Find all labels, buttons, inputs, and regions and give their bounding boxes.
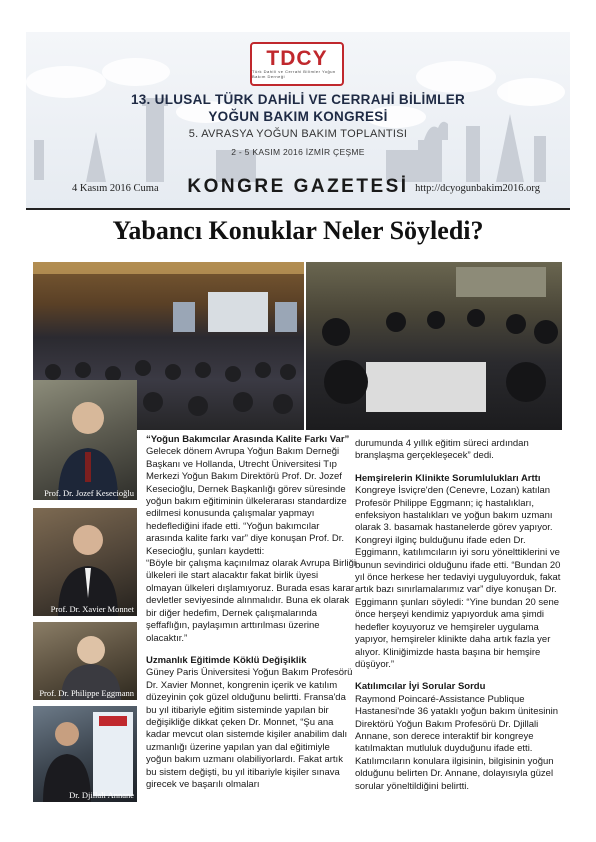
paragraph: Kongreye İsviçre'den (Cenevre, Lozan) katılan Profesör Philippe Eggmann; iç hastalıkları, enfeksiyon hastalıkları ve yoğun bakım uzmanı olarak 3. basamak hastanelerde görev yapıyor. Kongreyi ilginç bulduğunu ifade eden Dr. Eggimann, katılımcıların iyi soru yönelttiklerini ve bunun sevindirici olduğunu ifade etti. “Bundan 20 yıl önce herkese her tedaviyi uyguluyorduk, fakat artık bazı sınırlamalarımız var” diye konuşan Dr. Eggimann şunları söyledi: “Yine bundan 20 sene önce herşeyi kendimiz yapıyorduk ama şimdi hedefler koyuyoruz ve hemşireler uygulama yapıyor, hemşireler klinikte daha artık fazla yer alıyor. Kliniğimizde hasta başına bir hemşire düşüyor.”: [355, 485, 561, 670]
paragraph: Raymond Poincaré-Assistance Publique Hastanesi'nde 36 yataklı yoğun bakım ünitesinin Direktörü Yoğun Bakım Profesörü Dr. Djillali Annane, son derece interaktif bir kongreye katılmaktan mutluluk duyduğunu ifade etti. Katılımcıların konulara ilgisinin, bilgisinin yoğun olduğunu belirten Dr. Annane, dolayısıyla güzel sorular yöneltildiğini belirtti.: [355, 693, 559, 792]
portrait-illustration: [33, 380, 137, 500]
section-heading: Hemşirelerin Klinikte Sorumlulukları Arttı: [355, 472, 541, 484]
header-divider: [26, 208, 570, 210]
audience-photo: [306, 262, 562, 430]
gazette-title: KONGRE GAZETESİ: [187, 176, 409, 197]
congress-subtitle: 5. AVRASYA YOĞUN BAKIM TOPLANTISI: [188, 128, 408, 140]
issue-date: 4 Kasım 2016 Cuma: [72, 183, 159, 194]
masthead: [26, 32, 570, 208]
congress-title-line2: YOĞUN BAKIM KONGRESİ: [208, 109, 388, 124]
portrait-illustration: [33, 508, 137, 616]
photo-caption: Prof. Dr. Xavier Monnet: [50, 604, 134, 614]
logo-subtext: Türk Dahili ve Cerrahi Bilimler Yoğun Bakım Derneği: [252, 69, 336, 79]
congress-title-line1: 13. ULUSAL TÜRK DAHİLİ VE CERRAHİ BİLİMLER: [130, 92, 466, 107]
tdcy-logo: [250, 42, 344, 86]
photo-caption: Prof. Dr. Philippe Eggmann: [39, 688, 134, 698]
portrait-kesecioglu: [33, 380, 137, 500]
paragraph-gap: [355, 463, 567, 473]
section-heading: “Yoğun Bakımcılar Arasında Kalite Farkı Var”: [146, 434, 350, 445]
section-heading: Katılımcılar İyi Sorular Sordu: [355, 681, 486, 693]
paragraph: “Böyle bir çalışma kaçınılmaz olarak Avrupa Birliği ülkeleri ile start alacaktır fakat birlik üyesi olmayan ülkeleri dışlamıyoruz. Burada esas karar devletler seviyesinde alınmalıdır. Buna ek olarak bir diğer hedefim, Dernek çalışmalarında şeffaflığın, paylaşımın arttırılması üzerine olacaktır.”: [146, 558, 356, 644]
paragraph-gap: [355, 671, 567, 681]
portrait-eggmann: [33, 622, 137, 700]
article-column-1: [146, 434, 356, 791]
paragraph: Gelecek dönem Avrupa Yoğun Bakım Derneği Başkanı ve Hollanda, Utrecht Üniversitesi Tıp Merkezi Yoğun Bakım Direktörü Prof. Dr. Jozef Kesecioğlu, Dernek Başkanlığı görev süresinde yoğun bakım eğitiminin ülkelerarası standardize edilmesi konusunda çalışmalar yapmayı hedeflediğini ifade etti. “Yoğun bakımcılar arasında kalite farkı var” diye konuşan Prof. Dr. Kesecioğlu, şunları kaydetti:: [146, 446, 347, 557]
article-headline: Yabancı Konuklar Neler Söyledi?: [112, 216, 484, 245]
article-column-2: [355, 438, 567, 793]
congress-dates: 2 - 5 KASIM 2016 İZMİR ÇEŞME: [231, 147, 365, 157]
paragraph: durumunda 4 yıllık eğitim süreci ardından branşlaşma gerçekleşecek” dedi.: [355, 438, 529, 462]
portrait-monnet: [33, 508, 137, 616]
website-link[interactable]: http://dcyogunbakim2016.org: [415, 183, 540, 194]
photo-caption: Prof. Dr. Jozef Kesecioğlu: [44, 488, 134, 498]
paragraph: Güney Paris Üniversitesi Yoğun Bakım Profesörü Dr. Xavier Monnet, kongrenin içerik ve katılım düzeyinin çok güzel olduğunu belirtti. Fransa'da bu yıl itibariyle eğitim sisteminde yapılan bir değişikliğe dikkat çeken Dr. Monnet, “Şu ana kadar mevcut olan sistemde kişiler anabilim dalı uzmanlığı üzerine yapılan yan dal eğitimiyle yoğun bakım uzmanı olabiliyorlardı. Fakat artık bu sistem değişti, bu yıl itibariyle kişiler sınava girecek ve başarılı olmaları: [146, 667, 353, 790]
section-heading: Uzmanlık Eğitimde Köklü Değişiklik: [146, 654, 307, 666]
logo-text: TDCY: [266, 47, 328, 70]
paragraph-gap: [146, 645, 356, 655]
audience-illustration: [306, 262, 562, 430]
portrait-illustration: [33, 706, 137, 802]
photo-caption: Dr. Djillali Annane: [69, 790, 134, 800]
portrait-annane: [33, 706, 137, 802]
